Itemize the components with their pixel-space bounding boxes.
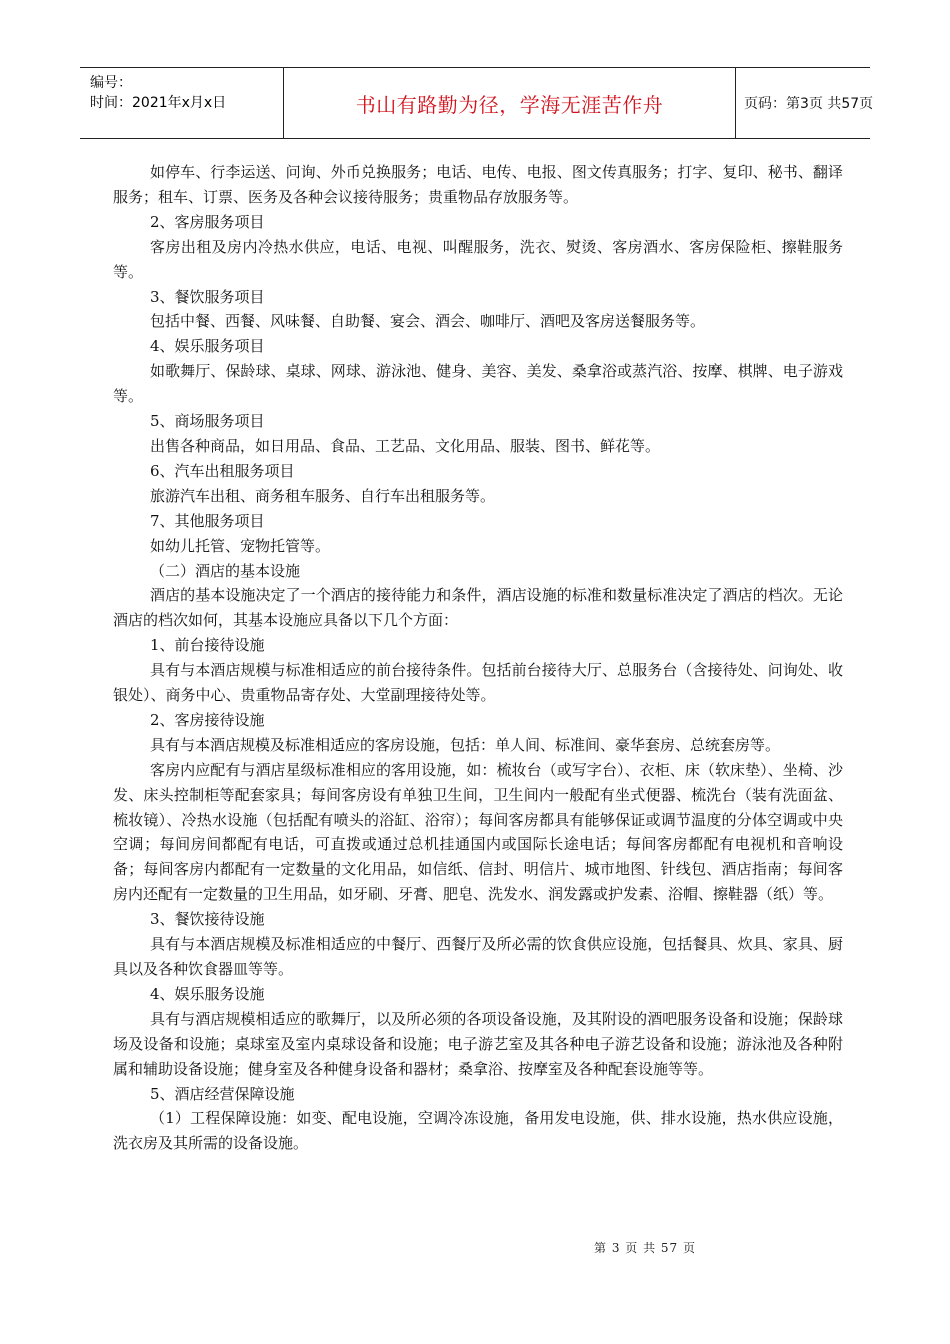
paragraph: 7、其他服务项目 [150, 511, 265, 530]
document-body [113, 160, 843, 1156]
header-motto-cell [283, 68, 736, 138]
header-motto: 书山有路勤为径，学海无涯苦作舟 [355, 92, 664, 117]
paragraph: 如幼儿托管、宠物托管等。 [150, 536, 331, 555]
paragraph: 出售各种商品，如日用品、食品、工艺品、文化用品、服装、图书、鲜花等。 [150, 436, 661, 455]
paragraph: 4、娱乐服务设施 [150, 984, 265, 1003]
paragraph: 酒店的基本设施决定了一个酒店的接待能力和条件，酒店设施的标准和数量标准决定了酒店的档次。无论酒店的档次如何，其基本设施应具备以下几个方面： [113, 586, 843, 630]
paragraph: 包括中餐、西餐、风味餐、自助餐、宴会、酒会、咖啡厅、酒吧及客房送餐服务等。 [150, 312, 706, 331]
paragraph: 旅游汽车出租、商务租车服务、自行车出租服务等。 [150, 486, 496, 505]
paragraph: 具有与酒店规模相适应的歌舞厅，以及所必须的各项设备设施，及其附设的酒吧服务设备和设施；保龄球场及设备和设施；桌球室及室内桌球设备和设施；电子游艺室及其各种电子游艺设备和设施；游泳池及各种附属和辅助设备设施；健身室及各种健身设备和器材；桑拿浴、按摩室及各种配套设施等等。 [113, 1009, 843, 1078]
paragraph: 具有与本酒店规模及标准相适应的中餐厅、西餐厅及所必需的饮食供应设施，包括餐具、炊具、家具、厨具以及各种饮食器皿等等。 [113, 935, 843, 978]
header-page-cell [736, 68, 874, 138]
header-meta [80, 68, 283, 138]
paragraph: 3、餐饮接待设施 [150, 910, 265, 929]
header-page-code: 页码：第3页 共57页 [744, 96, 874, 112]
paragraph: 1、前台接待设施 [150, 636, 265, 655]
paragraph: 客房内应配有与酒店星级标准相应的客用设施，如：梳妆台（或写字台）、衣柜、床（软床垫）、坐椅、沙发、床头控制柜等配套家具；每间客房设有单独卫生间，卫生间内一般配有坐式便器、梳洗台（装有洗面盆、梳妆镜）、冷热水设施（包括配有喷头的浴缸、浴帘）；每间客房都具有能够保证或调节温度的分体空调或中央空调；每间房间都配有电话，可直拨或通过总机挂通国内或国际长途电话；每间客房都配有电视机和音响设备；每间客房内都配有一定数量的文化用品，如信纸、信封、明信片、城市地图、针线包、酒店指南；每间客房内还配有一定数量的卫生用品，如牙刷、牙膏、肥皂、洗发水、润发露或护发素、浴帽、擦鞋器（纸）等。 [113, 760, 843, 904]
page-header [80, 67, 874, 139]
paragraph: 如停车、行李运送、问询、外币兑换服务；电话、电传、电报、图文传真服务；打字、复印、秘书、翻译服务；租车、订票、医务及各种会议接待服务；贵重物品存放服务等。 [113, 163, 843, 206]
paragraph: （二）酒店的基本设施 [150, 561, 301, 580]
page-footer: 第 3 页 共 57 页 [594, 1241, 696, 1255]
paragraph: 具有与本酒店规模与标准相适应的前台接待条件。包括前台接待大厅、总服务台（含接待处、问询处、收银处）、商务中心、贵重物品寄存处、大堂副理接待处等。 [113, 661, 843, 705]
document-number-label: 编号： [90, 75, 132, 91]
paragraph: 2、客房接待设施 [150, 710, 265, 729]
paragraph: 3、餐饮服务项目 [150, 287, 265, 306]
document-date-label: 时间：2021年x月x日 [90, 95, 227, 111]
paragraph: 6、汽车出租服务项目 [150, 461, 295, 480]
paragraph: 5、酒店经营保障设施 [150, 1084, 295, 1103]
paragraph: 5、商场服务项目 [150, 412, 265, 431]
paragraph: （1）工程保障设施：如变、配电设施，空调冷冻设施，备用发电设施，供、排水设施，热水供应设施，洗衣房及其所需的设备设施。 [113, 1109, 843, 1153]
paragraph: 4、娱乐服务项目 [150, 337, 265, 356]
paragraph: 2、客房服务项目 [150, 212, 265, 231]
paragraph: 如歌舞厅、保龄球、桌球、网球、游泳池、健身、美容、美发、桑拿浴或蒸汽浴、按摩、棋牌、电子游戏等。 [113, 362, 843, 406]
paragraph: 具有与本酒店规模及标准相适应的客房设施，包括：单人间、标准间、豪华套房、总统套房等。 [150, 735, 781, 754]
paragraph: 客房出租及房内冷热水供应，电话、电视、叫醒服务，洗衣、熨烫、客房酒水、客房保险柜、擦鞋服务等。 [113, 237, 843, 281]
